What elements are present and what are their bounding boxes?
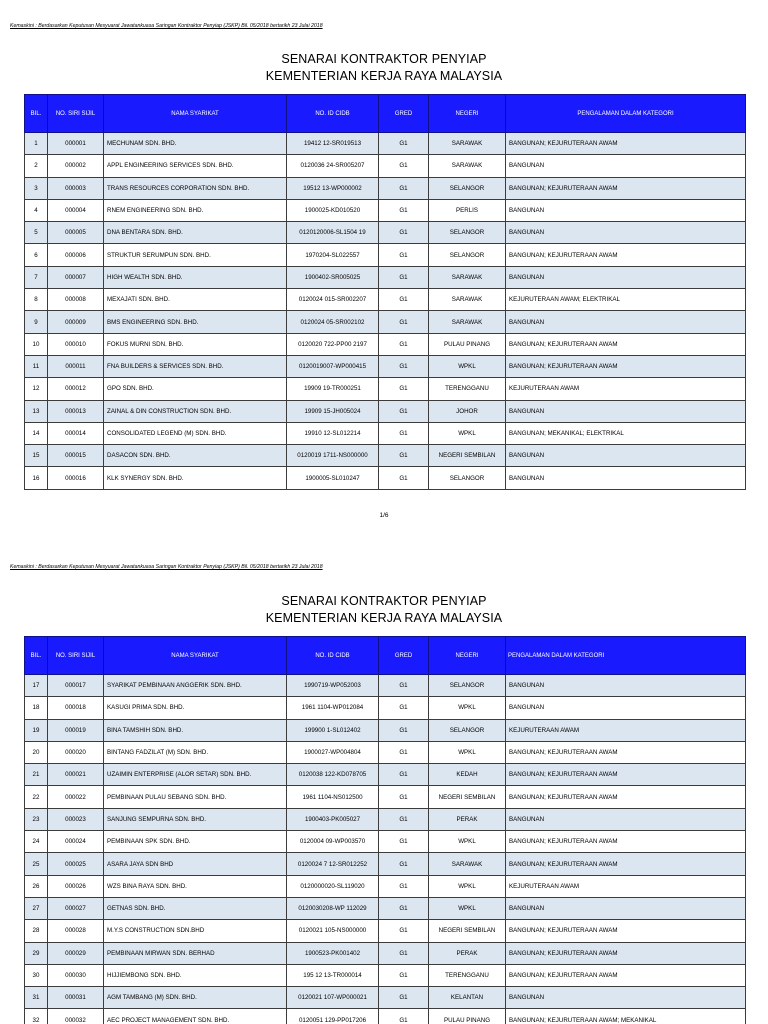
cell-negeri: SELANGOR xyxy=(429,222,506,244)
table-row xyxy=(25,266,746,288)
cell-gred: G1 xyxy=(379,808,429,830)
cell-negeri: WPKL xyxy=(429,741,506,763)
cell-siri: 000013 xyxy=(48,400,104,422)
cell-bil: 9 xyxy=(25,311,48,333)
cell-cidb: 1900025-KD010520 xyxy=(287,199,379,221)
cell-negeri: KEDAH xyxy=(429,764,506,786)
cell-kategori: BANGUNAN xyxy=(506,155,746,177)
cell-gred: G1 xyxy=(379,467,429,489)
cell-siri: 000004 xyxy=(48,199,104,221)
cell-kategori: BANGUNAN xyxy=(506,467,746,489)
cell-cidb: 0120019 1711-NS000000 xyxy=(287,445,379,467)
cell-siri: 000024 xyxy=(48,831,104,853)
cell-gred: G1 xyxy=(379,942,429,964)
cell-nama: AGM TAMBANG (M) SDN. BHD. xyxy=(104,987,287,1009)
table-row xyxy=(25,400,746,422)
cell-nama: APPL ENGINEERING SERVICES SDN. BHD. xyxy=(104,155,287,177)
cell-cidb: 0120024 05-SR002102 xyxy=(287,311,379,333)
cell-nama: AEC PROJECT MANAGEMENT SDN. BHD. xyxy=(104,1009,287,1024)
table-row xyxy=(25,289,746,311)
cell-negeri: WPKL xyxy=(429,897,506,919)
cell-gred: G1 xyxy=(379,1009,429,1024)
table-header-row xyxy=(25,95,746,133)
cell-cidb: 1990719-WP052003 xyxy=(287,675,379,697)
cell-bil: 11 xyxy=(25,355,48,377)
cell-gred: G1 xyxy=(379,786,429,808)
table-row xyxy=(25,764,746,786)
cell-siri: 000028 xyxy=(48,920,104,942)
cell-nama: M.Y.S CONSTRUCTION SDN.BHD xyxy=(104,920,287,942)
cell-cidb: 199900 1-SL012402 xyxy=(287,719,379,741)
cell-kategori: BANGUNAN xyxy=(506,897,746,919)
cell-negeri: SARAWAK xyxy=(429,155,506,177)
cell-siri: 000030 xyxy=(48,964,104,986)
cell-siri: 000025 xyxy=(48,853,104,875)
cell-kategori: KEJURUTERAAN AWAM xyxy=(506,719,746,741)
cell-negeri: WPKL xyxy=(429,355,506,377)
cell-siri: 000014 xyxy=(48,422,104,444)
cell-kategori: BANGUNAN xyxy=(506,697,746,719)
table-row xyxy=(25,422,746,444)
cell-siri: 000005 xyxy=(48,222,104,244)
cell-gred: G1 xyxy=(379,697,429,719)
cell-cidb: 1900027-WP004804 xyxy=(287,741,379,763)
cell-negeri: SELANGOR xyxy=(429,244,506,266)
table-row xyxy=(25,675,746,697)
cell-nama: DASACON SDN. BHD. xyxy=(104,445,287,467)
cell-gred: G1 xyxy=(379,853,429,875)
cell-nama: PEMBINAAN SPK SDN. BHD. xyxy=(104,831,287,853)
cell-gred: G1 xyxy=(379,222,429,244)
cell-cidb: 0120024 7 12-SR012252 xyxy=(287,853,379,875)
cell-negeri: SARAWAK xyxy=(429,853,506,875)
column-header-gred: GRED xyxy=(379,95,429,133)
table-row xyxy=(25,355,746,377)
column-header-bil: BIL. xyxy=(25,637,48,675)
cell-nama: FNA BUILDERS & SERVICES SDN. BHD. xyxy=(104,355,287,377)
table-row xyxy=(25,244,746,266)
cell-gred: G1 xyxy=(379,987,429,1009)
cell-nama: STRUKTUR SERUMPUN SDN. BHD. xyxy=(104,244,287,266)
cell-bil: 25 xyxy=(25,853,48,875)
cell-siri: 000019 xyxy=(48,719,104,741)
cell-gred: G1 xyxy=(379,964,429,986)
cell-negeri: PERAK xyxy=(429,942,506,964)
cell-siri: 000008 xyxy=(48,289,104,311)
cell-bil: 8 xyxy=(25,289,48,311)
cell-nama: BMS ENGINEERING SDN. BHD. xyxy=(104,311,287,333)
cell-bil: 14 xyxy=(25,422,48,444)
cell-gred: G1 xyxy=(379,831,429,853)
cell-bil: 6 xyxy=(25,244,48,266)
cell-negeri: SELANGOR xyxy=(429,177,506,199)
cell-bil: 26 xyxy=(25,875,48,897)
table-body xyxy=(25,133,746,490)
cell-nama: MECHUNAM SDN. BHD. xyxy=(104,133,287,155)
cell-nama: ASARA JAYA SDN BHD xyxy=(104,853,287,875)
cell-siri: 000010 xyxy=(48,333,104,355)
cell-bil: 20 xyxy=(25,741,48,763)
table-row xyxy=(25,445,746,467)
cell-siri: 000027 xyxy=(48,897,104,919)
cell-kategori: BANGUNAN; KEJURUTERAAN AWAM; MEKANIKAL xyxy=(506,1009,746,1024)
cell-negeri: SARAWAK xyxy=(429,289,506,311)
cell-negeri: TERENGGANU xyxy=(429,964,506,986)
cell-kategori: BANGUNAN; KEJURUTERAAN AWAM xyxy=(506,831,746,853)
cell-nama: RNEM ENGINEERING SDN. BHD. xyxy=(104,199,287,221)
cell-cidb: 0120004 09-WP003570 xyxy=(287,831,379,853)
cell-bil: 17 xyxy=(25,675,48,697)
column-header-cidb: NO. ID CIDB xyxy=(287,95,379,133)
cell-kategori: BANGUNAN; KEJURUTERAAN AWAM xyxy=(506,920,746,942)
table-row xyxy=(25,467,746,489)
column-header-kategori: PENGALAMAN DALAM KATEGORI xyxy=(506,95,746,133)
cell-negeri: TERENGGANU xyxy=(429,378,506,400)
cell-gred: G1 xyxy=(379,333,429,355)
cell-siri: 000017 xyxy=(48,675,104,697)
cell-gred: G1 xyxy=(379,289,429,311)
cell-kategori: BANGUNAN; KEJURUTERAAN AWAM xyxy=(506,333,746,355)
update-note: Kemaskini : Berdasarkan Keputusan Mesyuarat Jawatankuasa Saringan Kontraktor Penyiap (JSKP) Bil. 05/2018 bertarikh 23 Julai 2018 xyxy=(10,564,323,570)
cell-negeri: WPKL xyxy=(429,422,506,444)
table-row xyxy=(25,155,746,177)
table-row xyxy=(25,333,746,355)
cell-siri: 000029 xyxy=(48,942,104,964)
contractor-table xyxy=(24,94,746,490)
cell-cidb: 1961 1104-WP012084 xyxy=(287,697,379,719)
table-row xyxy=(25,1009,746,1024)
cell-bil: 23 xyxy=(25,808,48,830)
cell-gred: G1 xyxy=(379,741,429,763)
cell-cidb: 0120021 105-NS000000 xyxy=(287,920,379,942)
cell-cidb: 1961 1104-NS012500 xyxy=(287,786,379,808)
cell-negeri: SELANGOR xyxy=(429,675,506,697)
cell-nama: PEMBINAAN MIRWAN SDN. BERHAD xyxy=(104,942,287,964)
cell-gred: G1 xyxy=(379,400,429,422)
cell-siri: 000002 xyxy=(48,155,104,177)
cell-siri: 000009 xyxy=(48,311,104,333)
table-row xyxy=(25,831,746,853)
cell-bil: 21 xyxy=(25,764,48,786)
cell-cidb: 0120021 107-WP000021 xyxy=(287,987,379,1009)
cell-cidb: 0120000020-SL119020 xyxy=(287,875,379,897)
cell-kategori: BANGUNAN; MEKANIKAL; ELEKTRIKAL xyxy=(506,422,746,444)
table-row xyxy=(25,942,746,964)
cell-bil: 15 xyxy=(25,445,48,467)
cell-cidb: 0120019007-WP000415 xyxy=(287,355,379,377)
table-row xyxy=(25,133,746,155)
cell-siri: 000003 xyxy=(48,177,104,199)
column-header-kategori: PENGALAMAN DALAM KATEGORI xyxy=(506,637,746,675)
cell-nama: HIGH WEALTH SDN. BHD. xyxy=(104,266,287,288)
table-row xyxy=(25,719,746,741)
cell-kategori: BANGUNAN xyxy=(506,675,746,697)
cell-gred: G1 xyxy=(379,445,429,467)
cell-kategori: KEJURUTERAAN AWAM xyxy=(506,378,746,400)
cell-nama: PEMBINAAN PULAU SEBANG SDN. BHD. xyxy=(104,786,287,808)
table-row xyxy=(25,378,746,400)
cell-cidb: 19909 15-JH005024 xyxy=(287,400,379,422)
cell-negeri: WPKL xyxy=(429,697,506,719)
update-note: Kemaskini : Berdasarkan Keputusan Mesyuarat Jawatankuasa Saringan Kontraktor Penyiap (JSKP) Bil. 05/2018 bertarikh 23 Julai 2018 xyxy=(10,23,323,29)
column-header-negeri: NEGERI xyxy=(429,637,506,675)
cell-cidb: 1970204-SL022557 xyxy=(287,244,379,266)
cell-gred: G1 xyxy=(379,675,429,697)
cell-kategori: BANGUNAN xyxy=(506,808,746,830)
cell-cidb: 19412 12-SR019513 xyxy=(287,133,379,155)
cell-nama: FOKUS MURNI SDN. BHD. xyxy=(104,333,287,355)
cell-kategori: BANGUNAN xyxy=(506,266,746,288)
cell-cidb: 0120030208-WP 112029 xyxy=(287,897,379,919)
table-header-row xyxy=(25,637,746,675)
cell-nama: WZS BINA RAYA SDN. BHD. xyxy=(104,875,287,897)
cell-gred: G1 xyxy=(379,266,429,288)
column-header-gred: GRED xyxy=(379,637,429,675)
document-title: SENARAI KONTRAKTOR PENYIAP xyxy=(281,52,487,66)
document-page-2 xyxy=(0,558,768,1024)
cell-nama: GETNAS SDN. BHD. xyxy=(104,897,287,919)
cell-nama: UZAIMIN ENTERPRISE (ALOR SETAR) SDN. BHD. xyxy=(104,764,287,786)
cell-bil: 4 xyxy=(25,199,48,221)
cell-kategori: BANGUNAN xyxy=(506,400,746,422)
table-row xyxy=(25,964,746,986)
table-row xyxy=(25,875,746,897)
cell-bil: 7 xyxy=(25,266,48,288)
column-header-bil: BIL. xyxy=(25,95,48,133)
cell-negeri: SARAWAK xyxy=(429,133,506,155)
cell-kategori: BANGUNAN xyxy=(506,311,746,333)
page-number: 1/6 xyxy=(379,512,389,519)
cell-bil: 18 xyxy=(25,697,48,719)
cell-bil: 12 xyxy=(25,378,48,400)
cell-nama: HIJJIEMBONG SDN. BHD. xyxy=(104,964,287,986)
cell-bil: 27 xyxy=(25,897,48,919)
cell-nama: ZAINAL & DIN CONSTRUCTION SDN. BHD. xyxy=(104,400,287,422)
cell-nama: BINA TAMSHIH SDN. BHD. xyxy=(104,719,287,741)
cell-kategori: BANGUNAN xyxy=(506,445,746,467)
cell-siri: 000015 xyxy=(48,445,104,467)
cell-negeri: WPKL xyxy=(429,831,506,853)
cell-bil: 32 xyxy=(25,1009,48,1024)
cell-bil: 2 xyxy=(25,155,48,177)
contractor-table xyxy=(24,636,746,1024)
cell-cidb: 1900523-PK001402 xyxy=(287,942,379,964)
cell-negeri: NEGERI SEMBILAN xyxy=(429,445,506,467)
table-row xyxy=(25,786,746,808)
table-row xyxy=(25,697,746,719)
cell-cidb: 0120036 24-SR005207 xyxy=(287,155,379,177)
cell-siri: 000031 xyxy=(48,987,104,1009)
cell-gred: G1 xyxy=(379,355,429,377)
cell-negeri: JOHOR xyxy=(429,400,506,422)
cell-siri: 000032 xyxy=(48,1009,104,1024)
cell-cidb: 0120051 129-PP017206 xyxy=(287,1009,379,1024)
cell-nama: KASUGI PRIMA SDN. BHD. xyxy=(104,697,287,719)
cell-nama: CONSOLIDATED LEGEND (M) SDN. BHD. xyxy=(104,422,287,444)
cell-bil: 16 xyxy=(25,467,48,489)
cell-kategori: BANGUNAN xyxy=(506,199,746,221)
cell-kategori: BANGUNAN; KEJURUTERAAN AWAM xyxy=(506,355,746,377)
cell-nama: TRANS RESOURCES CORPORATION SDN. BHD. xyxy=(104,177,287,199)
cell-negeri: KELANTAN xyxy=(429,987,506,1009)
cell-siri: 000001 xyxy=(48,133,104,155)
document-subtitle: KEMENTERIAN KERJA RAYA MALAYSIA xyxy=(265,69,503,83)
column-header-cidb: NO. ID CIDB xyxy=(287,637,379,675)
cell-negeri: SARAWAK xyxy=(429,311,506,333)
cell-bil: 30 xyxy=(25,964,48,986)
cell-siri: 000026 xyxy=(48,875,104,897)
cell-cidb: 1900402-SR005025 xyxy=(287,266,379,288)
cell-bil: 22 xyxy=(25,786,48,808)
cell-nama: KLK SYNERGY SDN. BHD. xyxy=(104,467,287,489)
table-row xyxy=(25,177,746,199)
cell-siri: 000021 xyxy=(48,764,104,786)
cell-kategori: BANGUNAN; KEJURUTERAAN AWAM xyxy=(506,133,746,155)
cell-siri: 000012 xyxy=(48,378,104,400)
cell-kategori: BANGUNAN xyxy=(506,222,746,244)
cell-cidb: 1900005-SL010247 xyxy=(287,467,379,489)
cell-kategori: BANGUNAN; KEJURUTERAAN AWAM xyxy=(506,942,746,964)
cell-kategori: BANGUNAN; KEJURUTERAAN AWAM xyxy=(506,177,746,199)
table-row xyxy=(25,741,746,763)
cell-negeri: SELANGOR xyxy=(429,467,506,489)
cell-gred: G1 xyxy=(379,920,429,942)
table-row xyxy=(25,222,746,244)
cell-negeri: WPKL xyxy=(429,875,506,897)
cell-nama: SANJUNG SEMPURNA SDN. BHD. xyxy=(104,808,287,830)
cell-negeri: PULAU PINANG xyxy=(429,333,506,355)
cell-siri: 000023 xyxy=(48,808,104,830)
cell-kategori: BANGUNAN; KEJURUTERAAN AWAM xyxy=(506,853,746,875)
cell-cidb: 0120120006-SL1504 19 xyxy=(287,222,379,244)
cell-nama: SYARIKAT PEMBINAAN ANGGERIK SDN. BHD. xyxy=(104,675,287,697)
cell-bil: 10 xyxy=(25,333,48,355)
cell-siri: 000022 xyxy=(48,786,104,808)
cell-nama: GPO SDN. BHD. xyxy=(104,378,287,400)
cell-bil: 24 xyxy=(25,831,48,853)
cell-kategori: BANGUNAN; KEJURUTERAAN AWAM xyxy=(506,764,746,786)
cell-gred: G1 xyxy=(379,199,429,221)
cell-gred: G1 xyxy=(379,244,429,266)
cell-kategori: KEJURUTERAAN AWAM; ELEKTRIKAL xyxy=(506,289,746,311)
cell-bil: 19 xyxy=(25,719,48,741)
cell-cidb: 19910 12-SL012214 xyxy=(287,422,379,444)
cell-kategori: BANGUNAN; KEJURUTERAAN AWAM xyxy=(506,741,746,763)
cell-bil: 5 xyxy=(25,222,48,244)
cell-gred: G1 xyxy=(379,422,429,444)
cell-negeri: NEGERI SEMBILAN xyxy=(429,786,506,808)
document-subtitle: KEMENTERIAN KERJA RAYA MALAYSIA xyxy=(265,611,503,625)
cell-siri: 000020 xyxy=(48,741,104,763)
cell-cidb: 195 12 13-TR000014 xyxy=(287,964,379,986)
cell-negeri: NEGERI SEMBILAN xyxy=(429,920,506,942)
cell-siri: 000007 xyxy=(48,266,104,288)
cell-nama: MEXAJATI SDN. BHD. xyxy=(104,289,287,311)
cell-gred: G1 xyxy=(379,155,429,177)
cell-siri: 000006 xyxy=(48,244,104,266)
cell-bil: 13 xyxy=(25,400,48,422)
cell-kategori: BANGUNAN; KEJURUTERAAN AWAM xyxy=(506,244,746,266)
table-row xyxy=(25,853,746,875)
cell-bil: 28 xyxy=(25,920,48,942)
column-header-nama: NAMA SYARIKAT xyxy=(104,95,287,133)
table-row xyxy=(25,311,746,333)
column-header-siri: NO. SIRI SIJIL xyxy=(48,637,104,675)
cell-gred: G1 xyxy=(379,897,429,919)
cell-bil: 29 xyxy=(25,942,48,964)
cell-gred: G1 xyxy=(379,311,429,333)
document-title: SENARAI KONTRAKTOR PENYIAP xyxy=(281,594,487,608)
cell-gred: G1 xyxy=(379,378,429,400)
cell-negeri: SARAWAK xyxy=(429,266,506,288)
table-body xyxy=(25,675,746,1024)
cell-cidb: 0120024 015-SR002207 xyxy=(287,289,379,311)
cell-nama: DNA BENTARA SDN. BHD. xyxy=(104,222,287,244)
cell-kategori: BANGUNAN; KEJURUTERAAN AWAM xyxy=(506,964,746,986)
cell-kategori: BANGUNAN; KEJURUTERAAN AWAM xyxy=(506,786,746,808)
cell-negeri: PERLIS xyxy=(429,199,506,221)
cell-siri: 000018 xyxy=(48,697,104,719)
cell-bil: 1 xyxy=(25,133,48,155)
cell-gred: G1 xyxy=(379,719,429,741)
cell-kategori: KEJURUTERAAN AWAM xyxy=(506,875,746,897)
table-row xyxy=(25,897,746,919)
cell-gred: G1 xyxy=(379,133,429,155)
cell-negeri: PERAK xyxy=(429,808,506,830)
cell-siri: 000016 xyxy=(48,467,104,489)
cell-siri: 000011 xyxy=(48,355,104,377)
table-row xyxy=(25,808,746,830)
cell-cidb: 1900403-PK005027 xyxy=(287,808,379,830)
cell-gred: G1 xyxy=(379,764,429,786)
cell-cidb: 0120020 722-PP00 2197 xyxy=(287,333,379,355)
table-row xyxy=(25,987,746,1009)
cell-bil: 3 xyxy=(25,177,48,199)
cell-kategori: BANGUNAN xyxy=(506,987,746,1009)
cell-cidb: 0120038 122-KD078705 xyxy=(287,764,379,786)
table-row xyxy=(25,920,746,942)
cell-gred: G1 xyxy=(379,177,429,199)
column-header-siri: NO. SIRI SIJIL xyxy=(48,95,104,133)
cell-bil: 31 xyxy=(25,987,48,1009)
cell-nama: BINTANG FADZILAT (M) SDN. BHD. xyxy=(104,741,287,763)
cell-cidb: 19512 13-WP000002 xyxy=(287,177,379,199)
cell-cidb: 19909 19-TR000251 xyxy=(287,378,379,400)
cell-negeri: SELANGOR xyxy=(429,719,506,741)
column-header-negeri: NEGERI xyxy=(429,95,506,133)
column-header-nama: NAMA SYARIKAT xyxy=(104,637,287,675)
cell-gred: G1 xyxy=(379,875,429,897)
table-row xyxy=(25,199,746,221)
cell-negeri: PULAU PINANG xyxy=(429,1009,506,1024)
